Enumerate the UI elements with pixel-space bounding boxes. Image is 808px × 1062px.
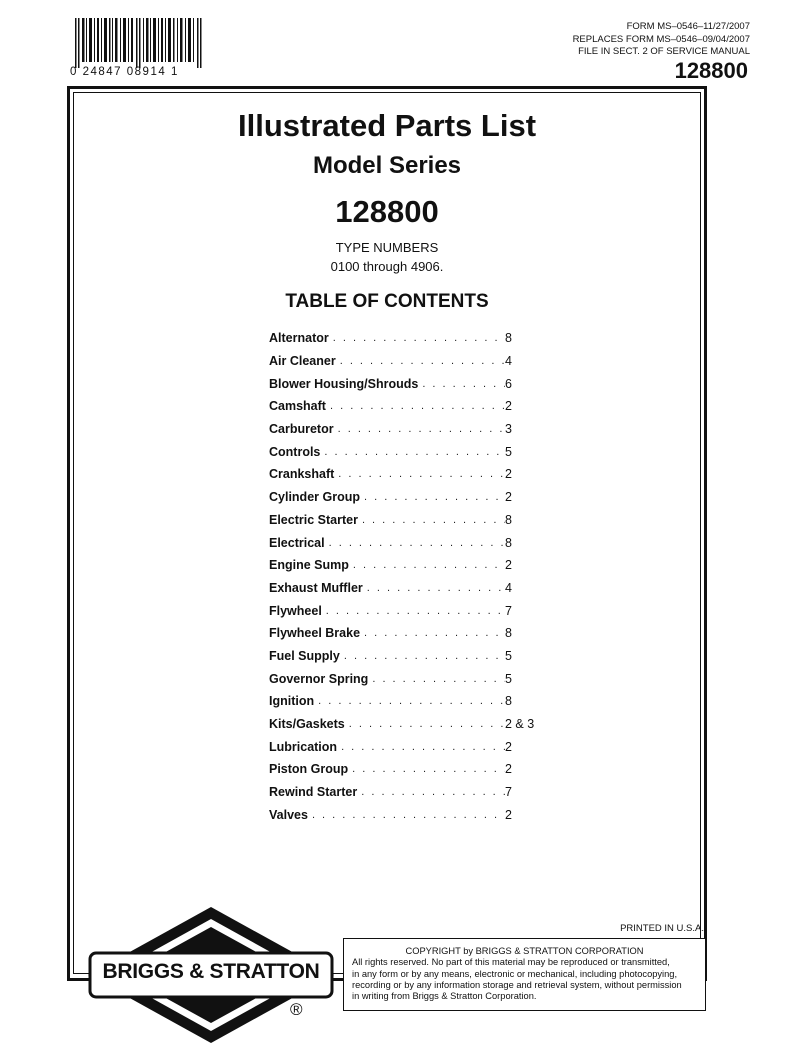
toc-item[interactable] [269,531,549,554]
type-numbers-range: 0100 through 4906. [330,259,444,274]
form-info [573,21,750,59]
toc-leader [340,650,505,662]
toc-item-label: Engine Sump [269,558,349,573]
toc-item-page: 2 [505,739,512,754]
toc-item-label: Piston Group [269,762,349,777]
toc-item-page: 6 [505,376,512,391]
toc-item-page: 3 [505,422,512,437]
toc-item-page: 2 [505,467,512,482]
toc-leader [326,400,505,412]
copyright-line: in writing from Briggs & Stratton Corporation. [352,991,537,1002]
toc-heading: TABLE OF CONTENTS [285,291,489,312]
toc-item-label: Flywheel [269,603,322,618]
toc-item[interactable] [269,577,549,600]
toc-item[interactable] [269,350,549,373]
toc-item-page: 4 [505,354,512,369]
toc-item-page: 2 [505,399,512,414]
toc-item-page: 5 [505,671,512,686]
toc-item[interactable] [269,327,549,350]
toc-item-page: 7 [505,785,512,800]
toc-item[interactable] [269,486,549,509]
toc-item-label: Governor Spring [269,671,369,686]
toc-item-page: 7 [505,603,512,618]
toc-item-label: Lubrication [269,739,338,754]
page-subtitle: Model Series [312,152,462,179]
toc-item[interactable] [269,440,549,463]
table-of-contents [269,327,549,826]
barcode-bars [75,18,215,68]
toc-item-label: Valves [269,807,308,822]
toc-item[interactable] [269,554,549,577]
type-numbers-label: TYPE NUMBERS [335,240,439,255]
toc-item[interactable] [269,418,549,441]
page-title: Illustrated Parts List [237,108,537,143]
printed-in-usa: PRINTED IN U.S.A. [620,923,704,934]
toc-item-label: Electric Starter [269,512,358,527]
toc-leader [357,786,505,798]
toc-leader [348,763,505,775]
toc-item-page: 2 [505,807,512,822]
toc-leader [360,627,505,639]
toc-item-label: Ignition [269,694,315,709]
toc-item-page: 2 [505,762,512,777]
form-number: FORM MS–0546–11/27/2007 [626,21,750,32]
model-series-number: 128800 [335,194,439,229]
toc-item-label: Fuel Supply [269,648,340,663]
toc-item[interactable] [269,758,549,781]
toc-item-label: Camshaft [269,399,326,414]
toc-leader [320,446,505,458]
toc-item-page: 4 [505,580,512,595]
toc-item-label: Rewind Starter [269,785,358,800]
toc-item-page: 5 [505,444,512,459]
barcode-digits: 0 24847 08914 1 [70,66,179,78]
toc-item[interactable] [269,463,549,486]
toc-item[interactable] [269,395,549,418]
registered-mark: ® [290,1000,303,1019]
toc-item-label: Cylinder Group [269,490,360,505]
replaces-form: REPLACES FORM MS–0546–09/04/2007 [572,33,750,45]
toc-item[interactable] [269,645,549,668]
toc-item[interactable] [269,735,549,758]
model-code: 128800 [674,58,748,83]
toc-item-label: Controls [269,444,321,459]
toc-item-label: Carburetor [269,422,334,437]
toc-item-page: 8 [505,512,512,527]
toc-item[interactable] [269,667,549,690]
toc-item-label: Electrical [269,535,325,550]
toc-item[interactable] [269,781,549,804]
toc-leader [363,582,505,594]
toc-leader [349,559,505,571]
toc-leader [325,537,505,549]
toc-leader [322,605,505,617]
toc-item[interactable] [269,372,549,395]
toc-leader [329,332,505,344]
toc-leader [345,718,505,730]
toc-item[interactable] [269,713,549,736]
copyright-notice [343,938,706,1011]
toc-item-label: Air Cleaner [269,354,336,369]
toc-item-label: Flywheel Brake [269,626,361,641]
toc-item-page: 2 & 3 [505,717,535,732]
copyright-line: All rights reserved. No part of this material may be reproduced or transmitted, [352,957,670,968]
toc-item-page: 8 [505,331,512,346]
toc-item[interactable] [269,803,549,826]
toc-item[interactable] [269,622,549,645]
toc-item-label: Crankshaft [269,467,335,482]
toc-leader [368,673,505,685]
toc-leader [358,514,505,526]
copyright-title: COPYRIGHT by BRIGGS & STRATTON CORPORATION [405,946,644,956]
toc-leader [418,378,505,390]
toc-leader [337,741,505,753]
toc-leader [336,355,505,367]
toc-item[interactable] [269,509,549,532]
toc-item[interactable] [269,690,549,713]
toc-item-page: 8 [505,694,512,709]
toc-item-label: Exhaust Muffler [269,580,363,595]
copyright-line: recording or by any information storage and retrieval system, without permission [352,979,682,990]
toc-item-label: Blower Housing/Shrouds [269,376,419,391]
toc-item-page: 5 [505,648,512,663]
toc-item[interactable] [269,599,549,622]
toc-leader [314,695,505,707]
file-section: FILE IN SECT. 2 OF SERVICE MANUAL [578,46,750,57]
toc-leader [360,491,505,503]
logo-text: BRIGGS & STRATTON [102,960,320,983]
toc-item-page: 8 [505,626,512,641]
toc-item-page: 2 [505,558,512,573]
toc-leader [308,809,505,821]
toc-item-label: Alternator [269,331,329,346]
toc-item-page: 8 [505,535,512,550]
copyright-line: in any form or by any means, electronic or mechanical, including photocopying, [352,968,678,979]
toc-item-page: 2 [505,490,512,505]
toc-leader [334,468,505,480]
toc-leader [334,423,505,435]
toc-item-label: Kits/Gaskets [269,717,345,732]
